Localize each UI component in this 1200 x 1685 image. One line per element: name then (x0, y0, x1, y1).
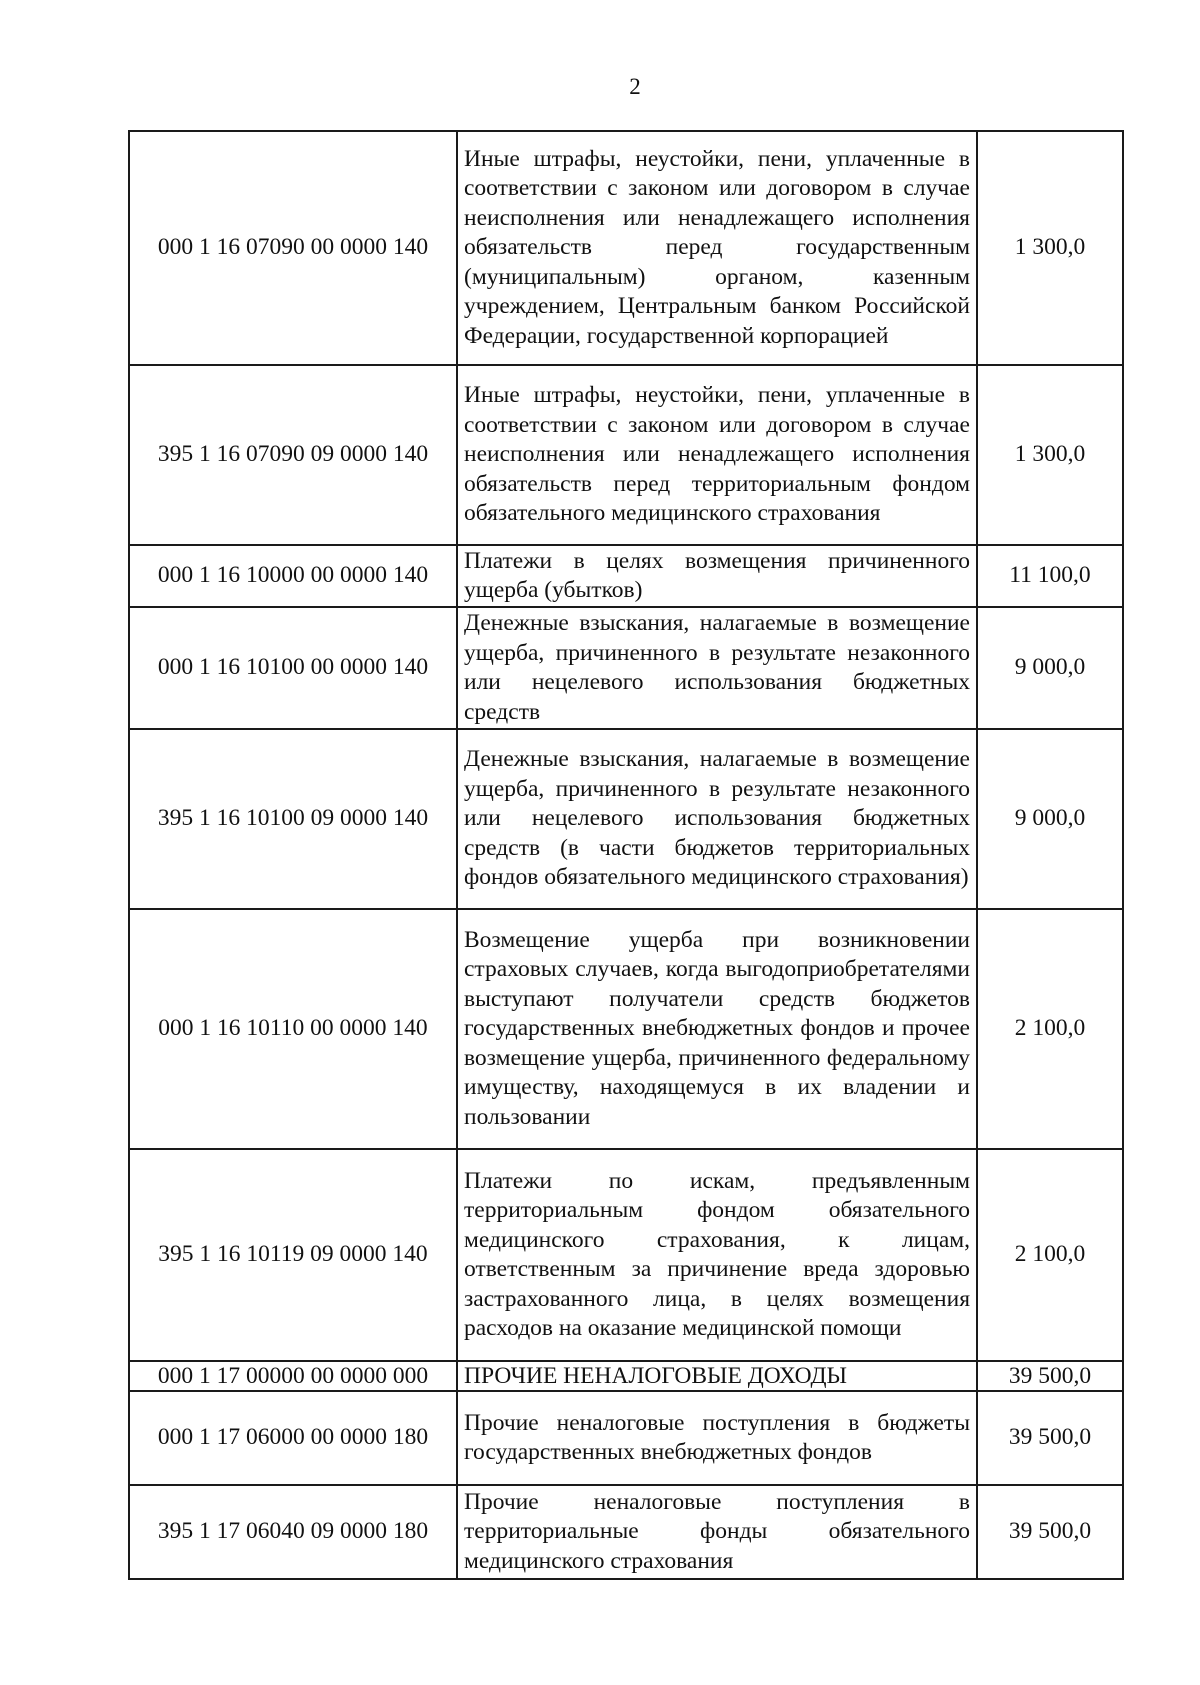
revenue-name: Платежи в целях возмещения причиненного ущерба (убытков) (457, 545, 977, 607)
page-number: 2 (629, 74, 641, 99)
amount: 9 000,0 (977, 607, 1123, 729)
budget-classification-code: 395 1 16 10119 09 0000 140 (129, 1149, 457, 1361)
budget-revenue-table (128, 130, 1124, 1580)
budget-classification-code: 000 1 16 07090 00 0000 140 (129, 131, 457, 365)
amount: 11 100,0 (977, 545, 1123, 607)
revenue-name: Денежные взыскания, налагаемые в возмещение ущерба, причиненного в результате незаконного или нецелевого использования бюджетных средств (в части бюджетов территориальных фондов обязательного медицинского страхования) (457, 729, 977, 909)
table-row (129, 131, 1123, 365)
revenue-name: Иные штрафы, неустойки, пени, уплаченные в соответствии с законом или договором в случае неисполнения или ненадлежащего исполнения обязательств перед территориальным фондом обязательного медицинского страхования (457, 365, 977, 545)
budget-classification-code: 395 1 16 10100 09 0000 140 (129, 729, 457, 909)
revenue-name: ПРОЧИЕ НЕНАЛОГОВЫЕ ДОХОДЫ (457, 1361, 977, 1391)
budget-classification-code: 395 1 17 06040 09 0000 180 (129, 1485, 457, 1579)
amount: 1 300,0 (977, 365, 1123, 545)
table-row (129, 607, 1123, 729)
table-row (129, 365, 1123, 545)
budget-classification-code: 000 1 17 06000 00 0000 180 (129, 1391, 457, 1485)
amount: 39 500,0 (977, 1391, 1123, 1485)
budget-classification-code: 000 1 16 10110 00 0000 140 (129, 909, 457, 1149)
table-row (129, 1149, 1123, 1361)
revenue-name: Прочие неналоговые поступления в бюджеты государственных внебюджетных фондов (457, 1391, 977, 1485)
amount: 39 500,0 (977, 1361, 1123, 1391)
table-row (129, 1361, 1123, 1391)
budget-classification-code: 000 1 17 00000 00 0000 000 (129, 1361, 457, 1391)
budget-classification-code: 395 1 16 07090 09 0000 140 (129, 365, 457, 545)
amount: 2 100,0 (977, 909, 1123, 1149)
amount: 1 300,0 (977, 131, 1123, 365)
budget-classification-code: 000 1 16 10000 00 0000 140 (129, 545, 457, 607)
revenue-name: Денежные взыскания, налагаемые в возмещение ущерба, причиненного в результате незаконного или нецелевого использования бюджетных средств (457, 607, 977, 729)
revenue-name: Прочие неналоговые поступления в территориальные фонды обязательного медицинского страхования (457, 1485, 977, 1579)
table-row (129, 729, 1123, 909)
amount: 2 100,0 (977, 1149, 1123, 1361)
revenue-name: Возмещение ущерба при возникновении страховых случаев, когда выгодоприобретателями выступают получатели средств бюджетов государственных внебюджетных фондов и прочее возмещение ущерба, причиненного федеральному имуществу, находящемуся в их владении и пользовании (457, 909, 977, 1149)
table-row (129, 1485, 1123, 1579)
amount: 9 000,0 (977, 729, 1123, 909)
table-row (129, 909, 1123, 1149)
amount: 39 500,0 (977, 1485, 1123, 1579)
table-row (129, 1391, 1123, 1485)
budget-classification-code: 000 1 16 10100 00 0000 140 (129, 607, 457, 729)
revenue-name: Платежи по искам, предъявленным территориальным фондом обязательного медицинского страхования, к лицам, ответственным за причинение вреда здоровью застрахованного лица, в целях возмещения расходов на оказание медицинской помощи (457, 1149, 977, 1361)
revenue-name: Иные штрафы, неустойки, пени, уплаченные в соответствии с законом или договором в случае неисполнения или ненадлежащего исполнения обязательств перед государственным (муниципальным) органом, казенным учреждением, Центральным банком Российской Федерации, государственной корпорацией (457, 131, 977, 365)
table-row (129, 545, 1123, 607)
